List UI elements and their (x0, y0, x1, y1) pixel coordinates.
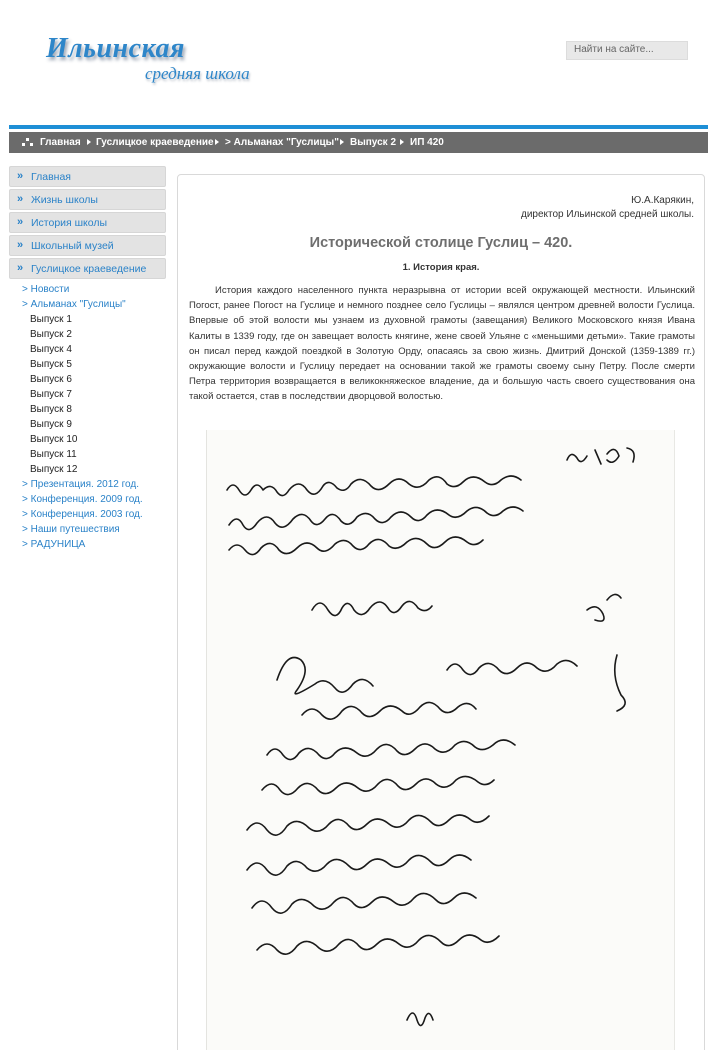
sidebar-item-guslitsy[interactable] (9, 258, 166, 279)
submenu-issue-4[interactable]: Выпуск 4 (30, 344, 72, 355)
breadcrumb-arrow-icon (400, 139, 404, 145)
chevron-right-icon: » (17, 262, 24, 274)
breadcrumb-arrow-icon (340, 139, 344, 145)
header-divider (9, 125, 708, 129)
sidebar-item-school-life[interactable] (9, 189, 166, 210)
author-name: Ю.А.Карякин, (631, 195, 694, 206)
submenu-issue-8[interactable]: Выпуск 8 (30, 404, 72, 415)
breadcrumb-current: ИП 420 (410, 137, 444, 148)
breadcrumb-home[interactable]: Главная (40, 137, 81, 148)
search-input[interactable]: Найти на сайте... (566, 41, 688, 60)
sidebar-item-school-museum[interactable] (9, 235, 166, 256)
chevron-right-icon: » (17, 216, 24, 228)
chevron-right-icon: » (17, 193, 24, 205)
site-logo-title[interactable]: Ильинская (46, 33, 185, 64)
breadcrumb-almanac[interactable]: > Альманах "Гуслицы" (225, 137, 339, 148)
submenu-issue-5[interactable]: Выпуск 5 (30, 359, 72, 370)
article-panel (177, 174, 705, 1050)
breadcrumb-arrow-icon (87, 139, 91, 145)
submenu-presentation-2012[interactable]: > Презентация. 2012 год. (22, 479, 139, 490)
submenu-issue-1[interactable]: Выпуск 1 (30, 314, 72, 325)
breadcrumb-arrow-icon (215, 139, 219, 145)
submenu-issue-2[interactable]: Выпуск 2 (30, 329, 72, 340)
submenu-conference-2009[interactable]: > Конференция. 2009 год. (22, 494, 143, 505)
chevron-right-icon: » (17, 239, 24, 251)
sidebar-item-home[interactable] (9, 166, 166, 187)
page-title: Исторической столице Гуслиц – 420. (309, 235, 573, 251)
section-heading: 1. История края. (402, 262, 480, 273)
breadcrumb-guslitsy[interactable]: Гуслицкое краеведение (96, 137, 214, 148)
submenu-issue-7[interactable]: Выпуск 7 (30, 389, 72, 400)
submenu-issue-12[interactable]: Выпуск 12 (30, 464, 78, 475)
article-author (521, 194, 694, 222)
sidebar-item-label: Жизнь школы (31, 194, 98, 206)
sidebar-item-label: Главная (31, 171, 71, 183)
breadcrumb-issue[interactable]: Выпуск 2 (350, 137, 397, 148)
submenu-issue-6[interactable]: Выпуск 6 (30, 374, 72, 385)
submenu-issue-9[interactable]: Выпуск 9 (30, 419, 72, 430)
chevron-right-icon: » (17, 170, 24, 182)
submenu-issue-10[interactable]: Выпуск 10 (30, 434, 78, 445)
sidebar-item-school-history[interactable] (9, 212, 166, 233)
site-header (0, 0, 720, 125)
submenu-news[interactable]: > Новости (22, 284, 70, 295)
sidebar-submenu (9, 281, 166, 552)
site-logo-subtitle[interactable]: средняя школа (145, 64, 250, 83)
home-icon[interactable] (22, 138, 34, 147)
sidebar-item-label: Школьный музей (31, 240, 114, 252)
sidebar-item-label: История школы (31, 217, 108, 229)
submenu-issue-11[interactable]: Выпуск 11 (30, 449, 77, 460)
submenu-almanac[interactable]: > Альманах "Гуслицы" (22, 299, 126, 310)
submenu-radunitsa[interactable]: > РАДУНИЦА (22, 539, 86, 550)
submenu-travels[interactable]: > Наши путешествия (22, 524, 120, 535)
breadcrumb (9, 132, 708, 153)
manuscript-image (206, 430, 675, 1050)
sidebar-item-label: Гуслицкое краеведение (31, 263, 147, 275)
submenu-conference-2003[interactable]: > Конференция. 2003 год. (22, 509, 143, 520)
sidebar (9, 166, 166, 552)
author-position: директор Ильинской средней школы. (521, 209, 694, 220)
article-paragraph: История каждого населенного пункта неразрывна от истории всей окружающей местности. Ильинский Погост, ранее Погост на Гуслице и немного позднее село Гуслицы – являлся центром древней волости Гуслица. Впервые об этой волости мы узнаем из духовной грамоты (завещания) Великого Московского князя Ивана Калиты в 1339 году, где он завещает волость княгине, жене своей Ульяне с «меньшими детьми». Такие грамоты он писал перед каждой поездкой в Золотую Орду, опасаясь за свою жизнь. Дмитрий Донской (1359-1389 гг.) окружающие волости и Гуслицу передает на основании такой же грамоты своему сыну Петру. После смерти Петра территория возвращается в великокняжеское владение, да и большую часть своего существования она такой остается, став в последствии дворцовой волостью. (189, 285, 695, 403)
